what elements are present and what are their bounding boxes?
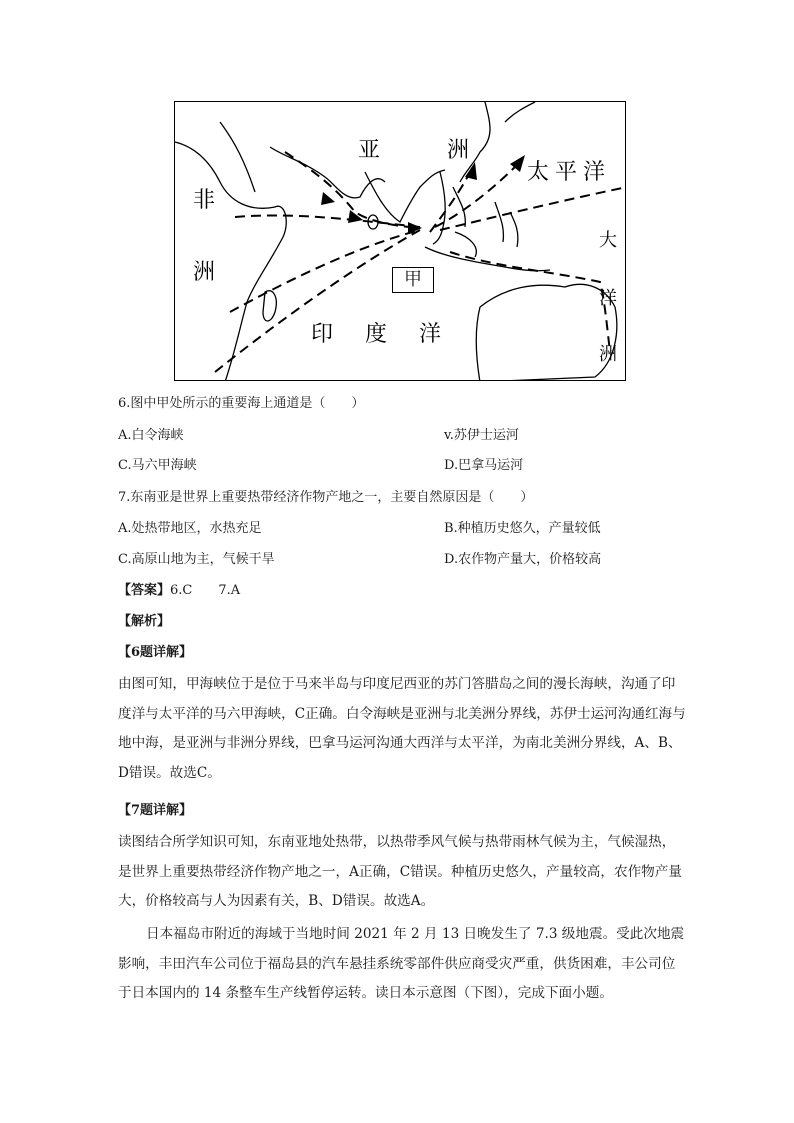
question-7-option-a: A.处热带地区，水热充足 xyxy=(118,521,262,536)
question-6-option-c: C.马六甲海峡 xyxy=(118,458,197,473)
label-asia-2: 洲 xyxy=(447,138,470,163)
detail-7-text: 读图结合所学知识可知，东南亚地处热带，以热带季风气候与热带雨林气候为主，气候湿热，是世界上重要热带经济作物产地之一，A正确，C错误。种植历史悠久，产量较高，农作物产量大，价格较高与人为因素有关，B、D错误。故选A。 xyxy=(118,834,682,909)
intro-paragraph: 日本福岛市附近的海域于当地时间 2021 年 2 月 13 日晚发生了 7.3 级地震。受此次地震影响，丰田汽车公司位于福岛县的汽车悬挂系统零部件供应商受灾严重，供货困难，丰公司位于日本国内的 14 条整车生产线暂停运转。读日本示意图（下图），完成下面小题。 xyxy=(118,926,685,1001)
answer-line xyxy=(118,583,240,599)
question-6-stem: 6.图中甲处所示的重要海上通道是（ ） xyxy=(118,396,365,411)
label-africa-1: 非 xyxy=(193,188,216,213)
answer-value: 6.C 7.A xyxy=(170,583,241,598)
label-oceania-3: 洲 xyxy=(599,344,617,365)
analysis-label: 【解析】 xyxy=(118,614,171,629)
route-malacca-to-china xyxy=(430,172,470,232)
question-7-option-d: D.农作物产量大，价格较高 xyxy=(444,552,602,567)
question-6-option-a: A.白令海峡 xyxy=(118,428,184,443)
question-6-option-d: D.巴拿马运河 xyxy=(444,458,524,473)
route-to-oceania xyxy=(450,252,610,352)
detail-6-label: 【6题详解】 xyxy=(118,645,193,660)
question-6-option-b: v.苏伊士运河 xyxy=(444,428,519,443)
route-cape-to-malacca xyxy=(215,230,420,372)
answer-label: 【答案】 xyxy=(118,583,171,598)
sea-route-map xyxy=(174,101,626,381)
label-indian-ocean-1: 印 xyxy=(311,322,334,347)
australia-coastline xyxy=(476,284,617,381)
label-oceania-1: 大 xyxy=(599,230,617,251)
label-africa-2: 洲 xyxy=(193,260,216,285)
india-coastline xyxy=(365,170,445,222)
label-oceania-2: 洋 xyxy=(599,288,617,309)
indonesia-coastline xyxy=(425,232,550,271)
route-malacca-to-east-pacific xyxy=(440,187,626,230)
label-indian-ocean-2: 度 xyxy=(365,322,388,347)
label-pacific: 太平洋 xyxy=(527,160,612,185)
question-7-option-c: C.高原山地为主，气候干旱 xyxy=(118,552,275,567)
map-drawing xyxy=(175,102,626,381)
arrow-arabia-route xyxy=(321,192,335,205)
label-indian-ocean-3: 洋 xyxy=(419,322,442,347)
detail-7-label: 【7题详解】 xyxy=(118,803,193,818)
philippines-coastline xyxy=(495,202,518,247)
arrow-india-route xyxy=(348,210,363,223)
label-jia-strait: 甲 xyxy=(392,267,434,293)
detail-6-text: 由图可知，甲海峡位于是位于马来半岛与印度尼西亚的苏门答腊岛之间的漫长海峡，沟通了印度洋与太平洋的马六甲海峡，C正确。白令海峡是亚洲与北美洲分界线，苏伊士运河沟通红海与地中海，是亚洲与非洲分界线，巴拿马运河沟通大西洋与太平洋，为南北美洲分界线，A、B、D错误。故选C。 xyxy=(118,676,686,781)
route-malacca-to-pacific xyxy=(435,162,520,227)
label-asia-1: 亚 xyxy=(358,138,381,163)
africa-coastline xyxy=(175,142,286,381)
malay-peninsula-coastline xyxy=(433,172,465,244)
question-7-option-b: B.种植历史悠久，产量较低 xyxy=(444,521,601,536)
madagascar-coastline xyxy=(263,291,276,321)
question-7-stem: 7.东南亚是世界上重要热带经济作物产地之一，主要自然原因是（ ） xyxy=(118,490,534,505)
